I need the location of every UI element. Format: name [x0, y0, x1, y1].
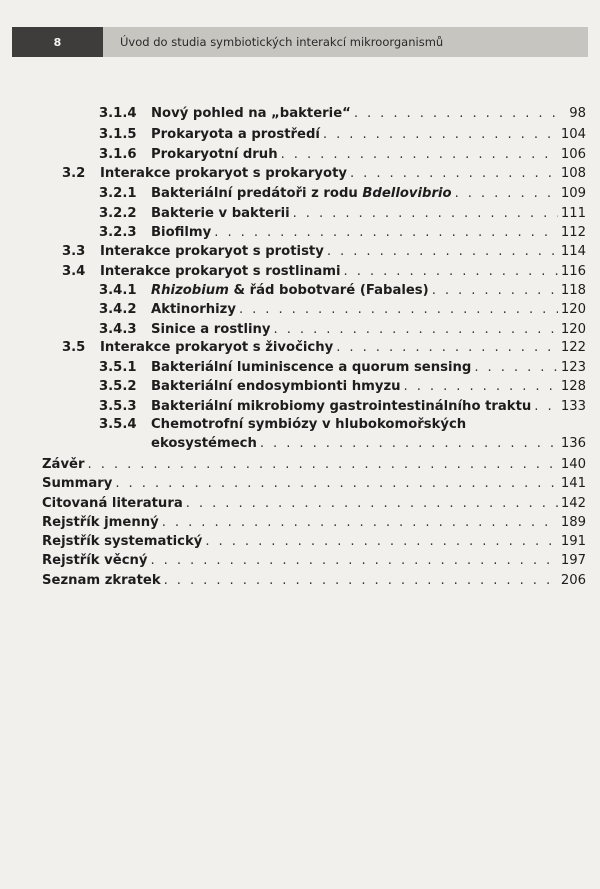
toc-entry[interactable]: [42, 553, 586, 568]
toc-entry[interactable]: [62, 264, 586, 279]
toc-entry-page: 98: [569, 106, 586, 121]
dot-leader: [88, 457, 558, 472]
toc-entry-number: 3.2: [62, 166, 86, 181]
toc-entry[interactable]: [42, 457, 586, 472]
dot-leader: [350, 166, 558, 181]
toc-entry-page: 120: [560, 302, 586, 317]
toc-entry-title: [151, 283, 429, 298]
toc-entry-number: 3.5.4: [99, 417, 137, 432]
toc-entry[interactable]: [62, 166, 586, 181]
toc-entry-title: Rejstřík systematický: [42, 534, 203, 549]
toc-entry-page: 133: [560, 399, 586, 414]
toc-entry-title: Sinice a rostliny: [151, 322, 271, 337]
toc-entry[interactable]: [99, 399, 586, 414]
toc-entry-page: 106: [560, 147, 586, 162]
dot-leader: [164, 573, 558, 588]
genus-name: Rhizobium: [151, 283, 229, 298]
dot-leader: [534, 399, 558, 414]
toc-entry-title: Citovaná literatura: [42, 496, 183, 511]
dot-leader: [293, 206, 558, 221]
toc-entry-title: Summary: [42, 476, 113, 491]
toc-entry-number: 3.1.5: [99, 127, 137, 142]
toc-entry-title: Aktinorhizy: [151, 302, 236, 317]
page-number: 8: [12, 27, 103, 57]
toc-entry[interactable]: [99, 147, 586, 162]
dot-leader: [115, 476, 557, 491]
toc-entry-number: 3.5.2: [99, 379, 137, 394]
toc-entry-title: Nový pohled na „bakterie“: [151, 106, 351, 121]
toc-entry-page: 197: [560, 553, 586, 568]
dot-leader: [336, 340, 558, 355]
toc-entry-title-part: & řád bobotvaré (Fabales): [228, 283, 429, 298]
toc-entry-page: 104: [560, 127, 586, 142]
dot-leader: [214, 225, 558, 240]
toc-entry-page: 142: [560, 496, 586, 511]
toc-entry-number: 3.4: [62, 264, 86, 279]
toc-entry-title: Prokaryotní druh: [151, 147, 278, 162]
toc-entry[interactable]: [99, 379, 586, 394]
toc-entry-title: Bakterie v bakterii: [151, 206, 290, 221]
toc-entry-page: 112: [560, 225, 586, 240]
toc-entry[interactable]: [99, 106, 586, 121]
toc-entry-page: 114: [560, 244, 586, 259]
toc-entry-title: Biofilmy: [151, 225, 212, 240]
toc-entry-page: 120: [560, 322, 586, 337]
toc-entry[interactable]: [42, 534, 586, 549]
dot-leader: [344, 264, 558, 279]
toc-entry[interactable]: [99, 225, 586, 240]
toc-entry-number: 3.2.2: [99, 206, 137, 221]
toc-entry[interactable]: [99, 360, 586, 375]
toc-entry-page: 141: [560, 476, 586, 491]
dot-leader: [239, 302, 558, 317]
toc-entry-title: Bakteriální mikrobiomy gastrointestinálního traktu: [151, 399, 532, 414]
toc-entry-title-part: Bakteriální predátoři z rodu: [151, 186, 363, 201]
toc-entry-title: Rejstřík jmenný: [42, 515, 159, 530]
toc-entry[interactable]: [99, 322, 586, 337]
toc-entry-page: 111: [560, 206, 586, 221]
genus-name: Bdellovibrio: [362, 186, 452, 201]
dot-leader: [281, 147, 558, 162]
toc-entry-title-line2: ekosystémech: [151, 436, 257, 451]
toc-entry-number: 3.2.1: [99, 186, 137, 201]
toc-entry[interactable]: [62, 340, 586, 355]
toc-entry-page: 116: [560, 264, 586, 279]
toc-entry-number: 3.4.3: [99, 322, 137, 337]
toc-entry-title: [151, 186, 452, 201]
dot-leader: [455, 186, 558, 201]
running-title: Úvod do studia symbiotických interakcí mikroorganismů: [120, 35, 444, 49]
toc-entry-title: Závěr: [42, 457, 85, 472]
toc-entry-page: 136: [560, 436, 586, 451]
toc-entry-page: 123: [560, 360, 586, 375]
dot-leader: [274, 322, 558, 337]
toc-entry[interactable]: [62, 244, 586, 259]
running-header: [12, 27, 588, 57]
toc-entry[interactable]: [42, 496, 586, 511]
toc-entry-page: 191: [560, 534, 586, 549]
toc-entry-page: 108: [560, 166, 586, 181]
toc-entry-title: Prokaryota a prostředí: [151, 127, 320, 142]
toc-entry[interactable]: [99, 206, 586, 221]
toc-entry-page: 189: [560, 515, 586, 530]
toc-entry-number: 3.5.3: [99, 399, 137, 414]
toc-entry[interactable]: [42, 573, 586, 588]
dot-leader: [162, 515, 558, 530]
toc-entry-page: 140: [560, 457, 586, 472]
toc-entry-number: 3.1.6: [99, 147, 137, 162]
dot-leader: [205, 534, 557, 549]
toc-entry-number: 3.4.2: [99, 302, 137, 317]
toc-entry-page: 206: [560, 573, 586, 588]
dot-leader: [432, 283, 558, 298]
toc-entry-number: 3.3: [62, 244, 86, 259]
toc-entry[interactable]: [42, 476, 586, 491]
toc-entry[interactable]: [99, 127, 586, 142]
toc-entry-title: Seznam zkratek: [42, 573, 161, 588]
toc-entry-page: 128: [560, 379, 586, 394]
toc-entry-page: 118: [560, 283, 586, 298]
toc-entry-number: 3.2.3: [99, 225, 137, 240]
toc-entry-number: 3.5.1: [99, 360, 137, 375]
toc-entry[interactable]: [42, 515, 586, 530]
toc-entry-title: Interakce prokaryot s protisty: [100, 244, 324, 259]
toc-entry-page: 109: [560, 186, 586, 201]
toc-entry[interactable]: [99, 186, 586, 201]
dot-leader: [323, 127, 558, 142]
dot-leader: [404, 379, 558, 394]
dot-leader: [260, 436, 558, 451]
dot-leader: [354, 106, 559, 121]
dot-leader: [151, 553, 558, 568]
toc-entry-number: 3.1.4: [99, 106, 137, 121]
toc-entry-title: Interakce prokaryot s rostlinami: [100, 264, 341, 279]
toc-entry-title: Interakce prokaryot s prokaryoty: [100, 166, 347, 181]
dot-leader: [474, 360, 558, 375]
toc-entry-title: Rejstřík věcný: [42, 553, 148, 568]
dot-leader: [327, 244, 558, 259]
toc-entry[interactable]: [99, 302, 586, 317]
toc-entry[interactable]: [151, 436, 586, 451]
toc-entry-number: 3.4.1: [99, 283, 137, 298]
dot-leader: [186, 496, 558, 511]
toc-entry-number: 3.5: [62, 340, 86, 355]
toc-entry-title-line1[interactable]: Chemotrofní symbiózy v hlubokomořských: [151, 417, 467, 432]
toc-entry-title: Interakce prokaryot s živočichy: [100, 340, 334, 355]
toc-entry-title: Bakteriální endosymbionti hmyzu: [151, 379, 401, 394]
toc-entry-title: Bakteriální luminiscence a quorum sensing: [151, 360, 472, 375]
toc-entry[interactable]: [99, 283, 586, 298]
toc-entry-page: 122: [560, 340, 586, 355]
